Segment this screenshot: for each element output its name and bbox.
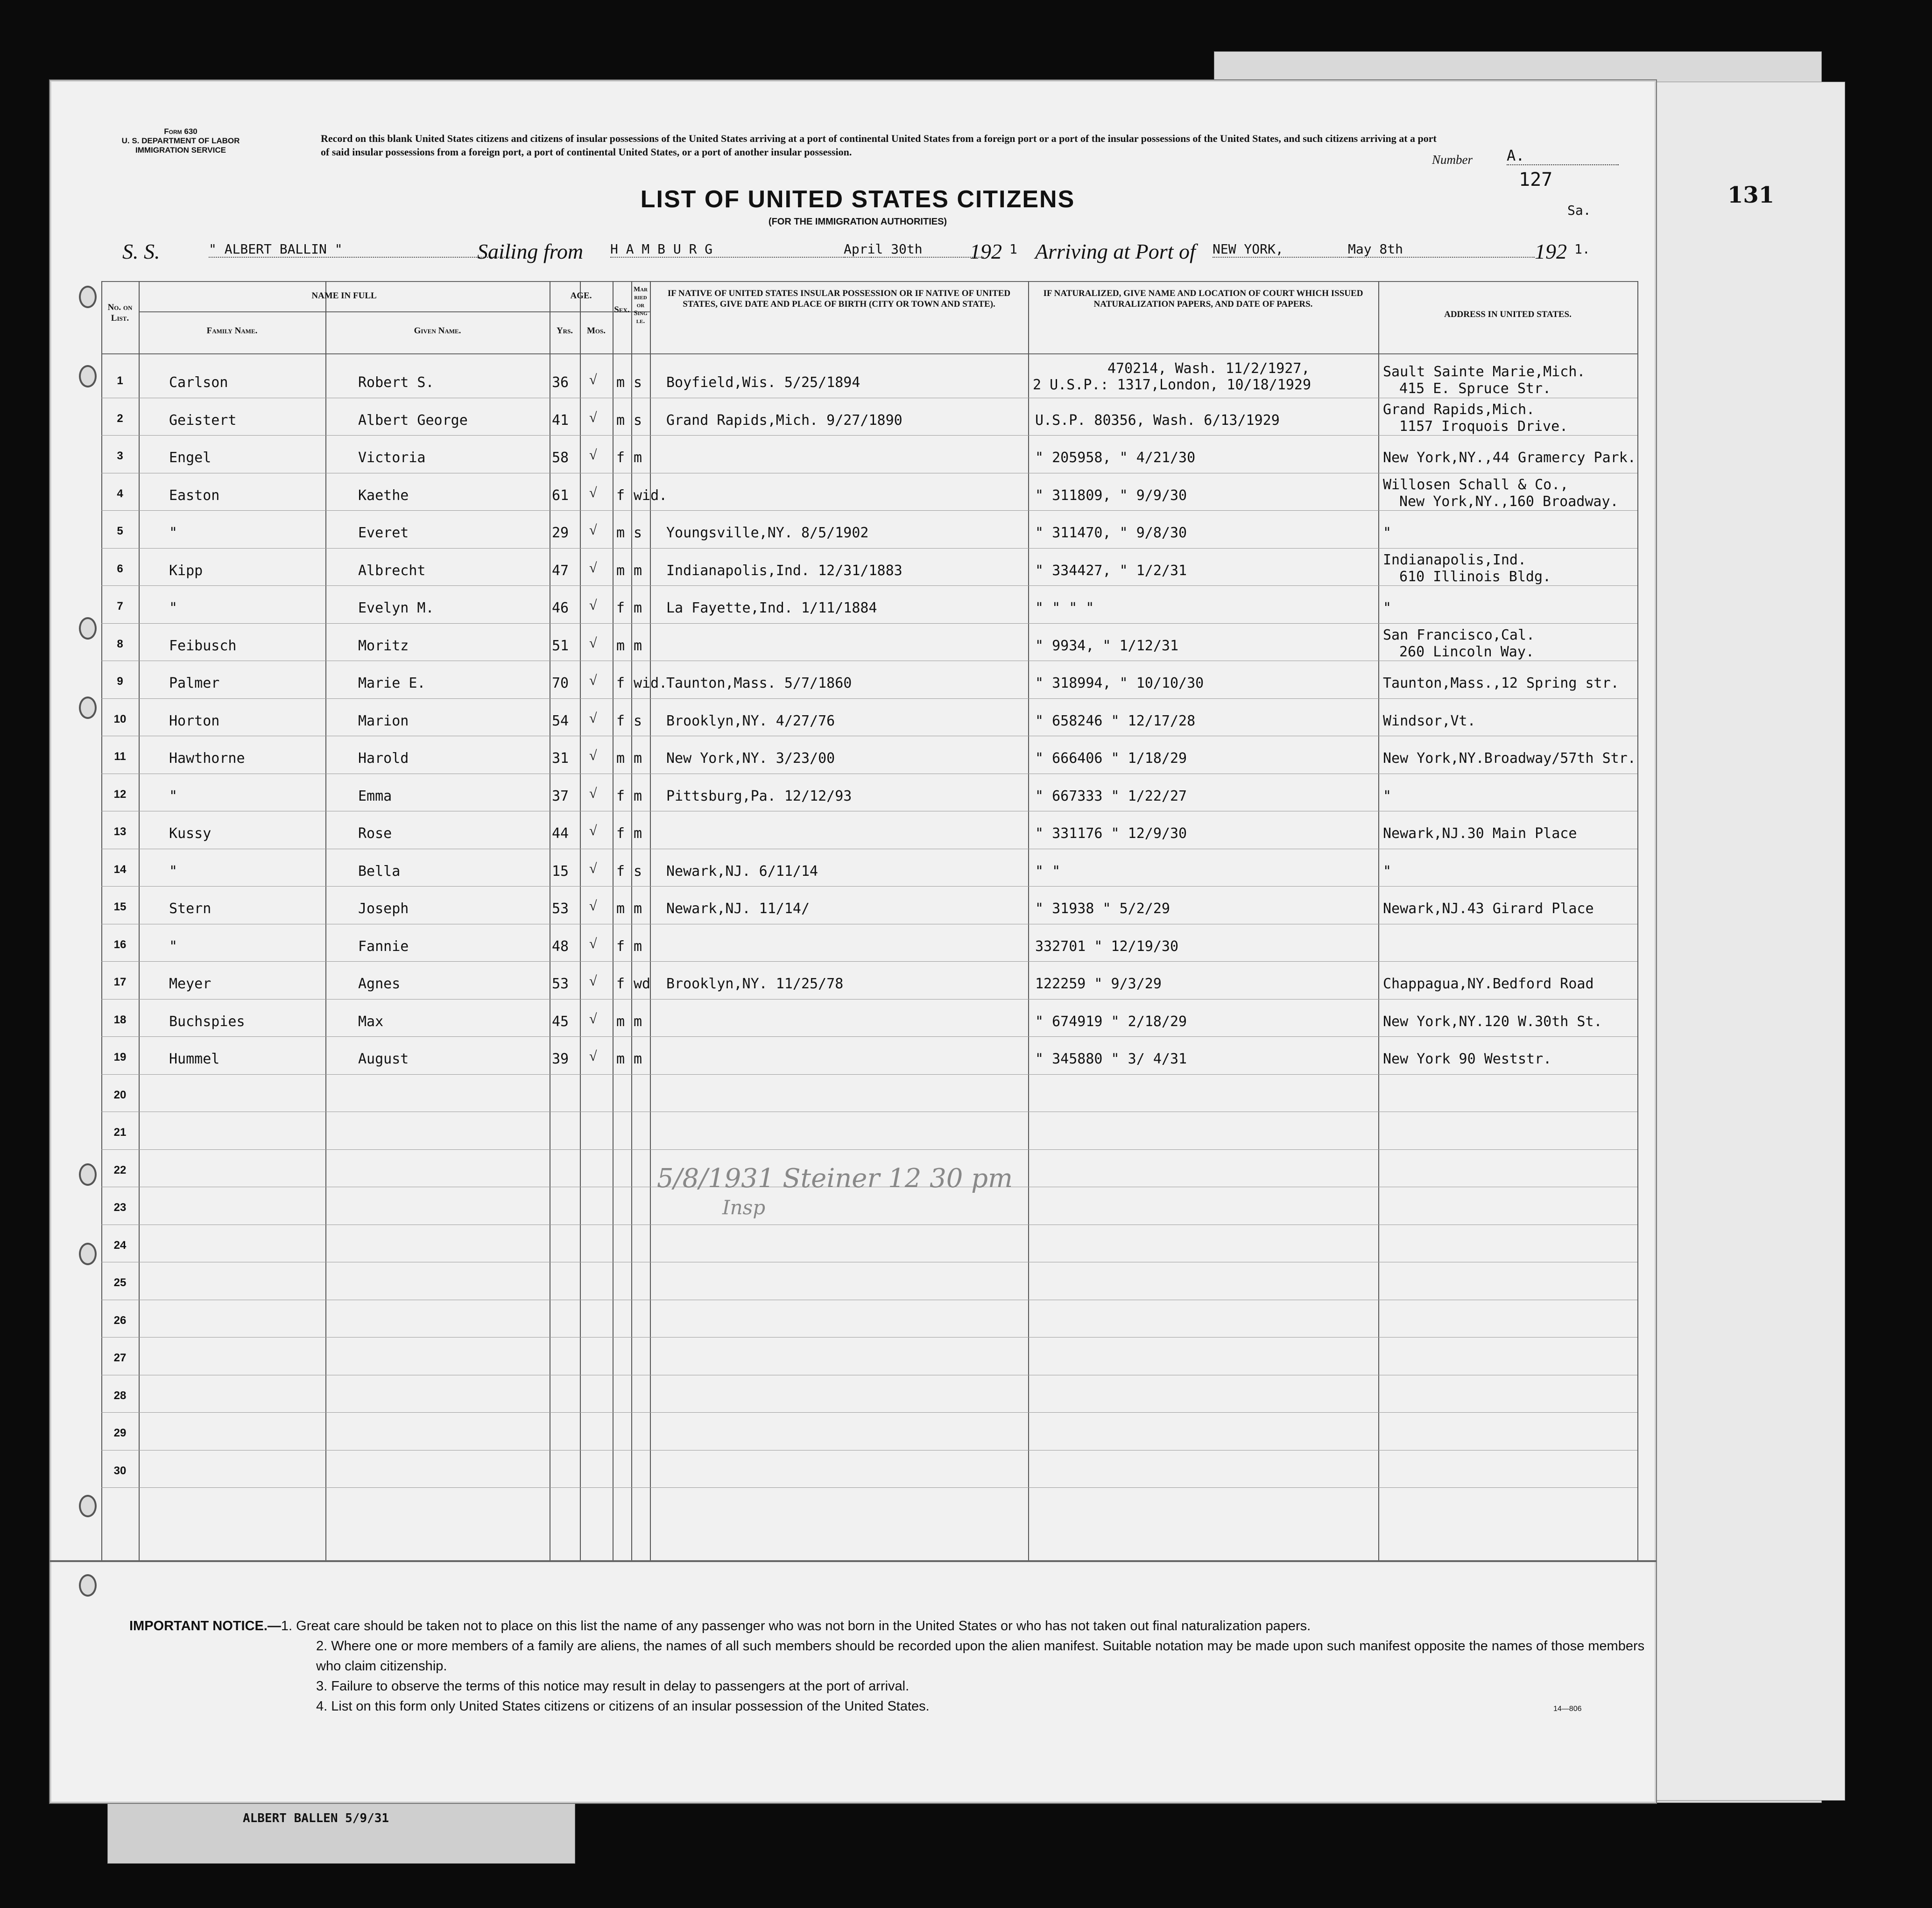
family-name: " bbox=[169, 938, 178, 955]
family-name: " bbox=[169, 863, 178, 880]
year-1: 1 bbox=[1009, 241, 1017, 257]
form-office-block bbox=[97, 127, 265, 155]
age-years: 70 bbox=[552, 675, 569, 691]
col-naturalized: IF NATURALIZED, GIVE NAME AND LOCATION OF COURT WHICH ISSUED NATURALIZATION PAPERS, AND DATE OF PAPERS. bbox=[1043, 289, 1363, 309]
marital-status: wid. bbox=[634, 487, 668, 504]
row-rule bbox=[101, 698, 1637, 699]
naturalization: " 345880 " 3/ 4/31 bbox=[1035, 1051, 1187, 1067]
year-2: 1. bbox=[1574, 241, 1590, 257]
row-number: 3 bbox=[117, 450, 123, 462]
sex: m bbox=[616, 1051, 625, 1067]
row-number: 26 bbox=[113, 1314, 127, 1327]
age-years: 51 bbox=[552, 637, 569, 654]
naturalization: " 318994, " 10/10/30 bbox=[1035, 675, 1204, 691]
sex: m bbox=[616, 901, 625, 917]
naturalization: " 674919 " 2/18/29 bbox=[1035, 1013, 1187, 1030]
family-name: Stern bbox=[169, 901, 212, 917]
age-check: √ bbox=[589, 785, 597, 801]
next-page-edge bbox=[1648, 82, 1845, 1801]
row-number: 11 bbox=[114, 750, 126, 763]
naturalization: " 205958, " 4/21/30 bbox=[1035, 450, 1196, 466]
page-number: 131 bbox=[1728, 182, 1775, 208]
marital-status: s bbox=[634, 412, 642, 429]
sex: f bbox=[616, 675, 625, 691]
marital-status: m bbox=[634, 901, 642, 917]
naturalization-line-2: 2 U.S.P.: 1317,London, 10/18/1929 bbox=[1033, 377, 1312, 393]
age-check: √ bbox=[589, 447, 597, 463]
port-from: H A M B U R G bbox=[610, 241, 872, 258]
given-name: Fannie bbox=[358, 938, 409, 955]
port-to: NEW YORK, bbox=[1213, 241, 1353, 258]
sex: f bbox=[616, 976, 625, 992]
age-check: √ bbox=[589, 372, 597, 387]
age-check: √ bbox=[589, 673, 597, 688]
sex: m bbox=[616, 525, 625, 541]
naturalization: " 334427, " 1/2/31 bbox=[1035, 562, 1187, 579]
row-number: 27 bbox=[113, 1352, 127, 1364]
given-name: Robert S. bbox=[358, 374, 434, 391]
col-yrs: Yrs. bbox=[556, 326, 573, 336]
age-years: 58 bbox=[552, 450, 569, 466]
address-line-1: Grand Rapids,Mich. bbox=[1383, 401, 1535, 418]
address-line-1: Sault Sainte Marie,Mich. bbox=[1383, 364, 1586, 380]
naturalization: " 9934, " 1/12/31 bbox=[1035, 637, 1179, 654]
naturalization: 122259 " 9/3/29 bbox=[1035, 976, 1162, 992]
address: Chappagua,NY.Bedford Road bbox=[1383, 976, 1594, 992]
birthplace-date: New York,NY. 3/23/00 bbox=[666, 750, 835, 767]
marital-status: m bbox=[634, 1013, 642, 1030]
age-years: 45 bbox=[552, 1013, 569, 1030]
age-check: √ bbox=[589, 485, 597, 500]
marital-status: m bbox=[634, 750, 642, 767]
record-instructions: Record on this blank United States citizens and citizens of insular possessions of the United States arriving at a port of continental United States from a foreign port or a port of the insular possessions of the United States, and such citizens arriving at a port of said insular possessions from a foreign port, a port of continental United States, or a port of another insular possession. bbox=[321, 133, 1437, 158]
notice-lead: IMPORTANT NOTICE.— bbox=[129, 1619, 281, 1633]
naturalization: " 658246 " 12/17/28 bbox=[1035, 712, 1196, 729]
sex: m bbox=[616, 562, 625, 579]
given-name: Everet bbox=[358, 525, 409, 541]
birthplace-date: Boyfield,Wis. 5/25/1894 bbox=[666, 374, 860, 391]
age-years: 29 bbox=[552, 525, 569, 541]
age-years: 48 bbox=[552, 938, 569, 955]
age-years: 36 bbox=[552, 374, 569, 391]
department-name: U. S. DEPARTMENT OF LABOR bbox=[121, 136, 240, 145]
row-number: 20 bbox=[113, 1088, 127, 1101]
address: Newark,NJ.43 Girard Place bbox=[1383, 901, 1594, 917]
row-rule bbox=[101, 1337, 1637, 1338]
marital-status: m bbox=[634, 938, 642, 955]
family-name: Engel bbox=[169, 450, 212, 466]
birthplace-date: Indianapolis,Ind. 12/31/1883 bbox=[666, 562, 903, 579]
binder-hole bbox=[79, 1163, 97, 1186]
binder-hole bbox=[79, 617, 97, 640]
footer-tab-label: ALBERT BALLEN 5/9/31 bbox=[243, 1811, 389, 1825]
birthplace-date: Newark,NJ. 11/14/ bbox=[666, 901, 810, 917]
date-to: May 8th bbox=[1348, 241, 1535, 258]
year-prefix-1: 192 bbox=[970, 239, 1002, 263]
row-number: 18 bbox=[113, 1013, 127, 1026]
birthplace-date: Newark,NJ. 6/11/14 bbox=[666, 863, 818, 880]
number-stamp: 127 bbox=[1519, 169, 1553, 190]
row-number: 14 bbox=[113, 863, 127, 876]
manifest-sheet bbox=[49, 79, 1657, 1804]
date-from: April 30th bbox=[844, 241, 984, 258]
family-name: Carlson bbox=[169, 374, 228, 391]
notice-item-2: 2. Where one or more members of a family are aliens, the names of all such members should be recorded upon the alien manifest. Suitable notation may be made upon such manifest opposite the names of those members who claim citizenship. bbox=[316, 1639, 1645, 1674]
service-name: IMMIGRATION SERVICE bbox=[135, 146, 226, 155]
sa-mark: Sa. bbox=[1567, 203, 1591, 218]
age-check: √ bbox=[589, 1049, 597, 1064]
col-age: AGE. bbox=[570, 291, 592, 301]
given-name: Joseph bbox=[358, 901, 409, 917]
notice-item-3: 3. Failure to observe the terms of this notice may result in delay to passengers at the port of arrival. bbox=[316, 1679, 910, 1694]
marital-status: s bbox=[634, 374, 642, 391]
family-name: Kipp bbox=[169, 562, 203, 579]
address: Windsor,Vt. bbox=[1383, 712, 1476, 729]
age-years: 15 bbox=[552, 863, 569, 880]
given-name: Albert George bbox=[358, 412, 468, 429]
row-rule bbox=[101, 1487, 1637, 1488]
age-years: 61 bbox=[552, 487, 569, 504]
col-name-in-full: NAME IN FULL bbox=[311, 291, 377, 301]
given-name: Albrecht bbox=[358, 562, 426, 579]
binder-hole bbox=[79, 1243, 97, 1265]
ship-name: " ALBERT BALLIN " bbox=[209, 241, 512, 258]
age-check: √ bbox=[589, 898, 597, 914]
address-line-1: Willosen Schall & Co., bbox=[1383, 476, 1569, 493]
inspector-stamp-line-2: Insp bbox=[722, 1196, 766, 1219]
row-rule bbox=[101, 548, 1637, 549]
row-rule bbox=[101, 1149, 1637, 1150]
age-check: √ bbox=[589, 635, 597, 651]
family-name: Hawthorne bbox=[169, 750, 245, 767]
arriving-label: Arriving at Port of bbox=[1035, 239, 1196, 263]
col-family-name: Family Name. bbox=[206, 326, 258, 336]
family-name: Buchspies bbox=[169, 1013, 245, 1030]
naturalization: " 311470, " 9/8/30 bbox=[1035, 525, 1187, 541]
marital-status: s bbox=[634, 863, 642, 880]
family-name: Hummel bbox=[169, 1051, 220, 1067]
birthplace-date: Grand Rapids,Mich. 9/27/1890 bbox=[666, 412, 903, 429]
binder-hole bbox=[79, 286, 97, 308]
address: " bbox=[1383, 600, 1392, 616]
family-name: Palmer bbox=[169, 675, 220, 691]
year-prefix-2: 192 bbox=[1535, 239, 1567, 263]
number-label: Number bbox=[1432, 153, 1473, 167]
marital-status: wid. bbox=[634, 675, 668, 691]
age-years: 54 bbox=[552, 712, 569, 729]
address: " bbox=[1383, 788, 1392, 804]
marital-status: m bbox=[634, 1051, 642, 1067]
marital-status: m bbox=[634, 450, 642, 466]
given-name: Victoria bbox=[358, 450, 426, 466]
row-number: 12 bbox=[113, 788, 127, 801]
row-number: 7 bbox=[117, 600, 123, 613]
naturalization-line-1: 470214, Wash. 11/2/1927, bbox=[1107, 360, 1310, 377]
age-check: √ bbox=[589, 860, 597, 876]
age-years: 47 bbox=[552, 562, 569, 579]
sex: m bbox=[616, 637, 625, 654]
row-rule bbox=[101, 435, 1637, 436]
marital-status: m bbox=[634, 600, 642, 616]
naturalization: " " bbox=[1035, 863, 1061, 880]
important-notice bbox=[129, 1616, 1670, 1717]
address: Taunton,Mass.,12 Spring str. bbox=[1383, 675, 1619, 691]
age-check: √ bbox=[589, 522, 597, 538]
sex: m bbox=[616, 374, 625, 391]
inspector-stamp-line-1: 5/8/1931 Steiner 12 30 pm bbox=[657, 1163, 1013, 1194]
family-name: Easton bbox=[169, 487, 220, 504]
sex: f bbox=[616, 450, 625, 466]
given-name: Agnes bbox=[358, 976, 401, 992]
row-number: 24 bbox=[113, 1239, 127, 1252]
given-name: Max bbox=[358, 1013, 384, 1030]
row-rule bbox=[101, 961, 1637, 962]
number-value: A. bbox=[1507, 147, 1619, 165]
address-line-2: New York,NY.,160 Broadway. bbox=[1399, 493, 1619, 510]
age-check: √ bbox=[589, 748, 597, 763]
age-check: √ bbox=[589, 1011, 597, 1027]
age-check: √ bbox=[589, 560, 597, 576]
row-rule bbox=[101, 1074, 1637, 1075]
family-name: " bbox=[169, 525, 178, 541]
marital-status: m bbox=[634, 825, 642, 842]
family-name: Meyer bbox=[169, 976, 212, 992]
sex: f bbox=[616, 712, 625, 729]
page-title: LIST OF UNITED STATES CITIZENS bbox=[640, 186, 1075, 213]
naturalization: " 311809, " 9/9/30 bbox=[1035, 487, 1187, 504]
col-mos: Mos. bbox=[586, 326, 606, 336]
age-years: 31 bbox=[552, 750, 569, 767]
row-number: 5 bbox=[117, 525, 123, 537]
birthplace-date: Brooklyn,NY. 4/27/76 bbox=[666, 712, 835, 729]
row-rule bbox=[101, 886, 1637, 887]
col-native: IF NATIVE OF UNITED STATES INSULAR POSSESSION OR IF NATIVE OF UNITED STATES, GIVE DATE AND PLACE OF BIRTH (CITY OR TOWN AND STATE). bbox=[667, 289, 1011, 309]
marital-status: m bbox=[634, 637, 642, 654]
manifest-table bbox=[101, 281, 1637, 1560]
family-name: Kussy bbox=[169, 825, 212, 842]
marital-status: m bbox=[634, 562, 642, 579]
address: New York,NY.Broadway/57th Str. bbox=[1383, 750, 1636, 767]
age-years: 39 bbox=[552, 1051, 569, 1067]
sex: f bbox=[616, 788, 625, 804]
binder-hole bbox=[79, 365, 97, 387]
naturalization: U.S.P. 80356, Wash. 6/13/1929 bbox=[1035, 412, 1280, 429]
binder-hole bbox=[79, 697, 97, 719]
marital-status: s bbox=[634, 525, 642, 541]
address: New York 90 Weststr. bbox=[1383, 1051, 1552, 1067]
notice-item-1: 1. Great care should be taken not to place on this list the name of any passenger who was not born in the United States or who has not taken out final naturalization papers. bbox=[281, 1619, 1311, 1633]
marital-status: s bbox=[634, 712, 642, 729]
row-number: 13 bbox=[113, 825, 127, 838]
row-number: 2 bbox=[117, 412, 123, 425]
age-check: √ bbox=[589, 710, 597, 726]
age-check: √ bbox=[589, 409, 597, 425]
address-line-2: 1157 Iroquois Drive. bbox=[1399, 418, 1568, 435]
row-number: 28 bbox=[113, 1389, 127, 1402]
row-number: 9 bbox=[117, 675, 123, 688]
age-check: √ bbox=[589, 823, 597, 838]
naturalization: " 331176 " 12/9/30 bbox=[1035, 825, 1187, 842]
row-rule bbox=[101, 1036, 1637, 1037]
address-line-2: 415 E. Spruce Str. bbox=[1399, 380, 1551, 397]
col-married: Married or Single. bbox=[633, 286, 648, 325]
family-name: Geistert bbox=[169, 412, 237, 429]
birthplace-date: Taunton,Mass. 5/7/1860 bbox=[666, 675, 852, 691]
form-code: 14—806 bbox=[1553, 1705, 1582, 1713]
birthplace-date: Youngsville,NY. 8/5/1902 bbox=[666, 525, 869, 541]
row-rule bbox=[101, 999, 1637, 1000]
marital-status: m bbox=[634, 788, 642, 804]
row-rule bbox=[101, 1412, 1637, 1413]
form-number: Form 630 bbox=[164, 127, 197, 136]
row-number: 19 bbox=[113, 1051, 127, 1063]
given-name: Evelyn M. bbox=[358, 600, 434, 616]
page-subtitle: (FOR THE IMMIGRATION AUTHORITIES) bbox=[768, 217, 947, 227]
address: " bbox=[1383, 863, 1392, 880]
given-name: August bbox=[358, 1051, 409, 1067]
binder-hole bbox=[79, 1574, 97, 1597]
family-name: Feibusch bbox=[169, 637, 237, 654]
col-address: ADDRESS IN UNITED STATES. bbox=[1444, 310, 1572, 319]
row-rule bbox=[101, 623, 1637, 624]
given-name: Marie E. bbox=[358, 675, 426, 691]
address-line-1: San Francisco,Cal. bbox=[1383, 627, 1535, 643]
row-number: 6 bbox=[117, 562, 123, 575]
col-given-name: Given Name. bbox=[414, 326, 461, 336]
bottom-tab bbox=[107, 1797, 575, 1864]
sex: m bbox=[616, 750, 625, 767]
address: " bbox=[1383, 525, 1392, 541]
naturalization: " 31938 " 5/2/29 bbox=[1035, 901, 1170, 917]
ss-label: S. S. bbox=[122, 239, 160, 263]
age-years: 53 bbox=[552, 976, 569, 992]
family-name: Horton bbox=[169, 712, 220, 729]
row-number: 17 bbox=[113, 976, 127, 988]
birthplace-date: Brooklyn,NY. 11/25/78 bbox=[666, 976, 844, 992]
sex: f bbox=[616, 487, 625, 504]
address-line-1: Indianapolis,Ind. bbox=[1383, 551, 1527, 568]
naturalization: " 667333 " 1/22/27 bbox=[1035, 788, 1187, 804]
sailing-label: Sailing from bbox=[477, 239, 584, 263]
sex: m bbox=[616, 412, 625, 429]
age-years: 53 bbox=[552, 901, 569, 917]
family-name: " bbox=[169, 788, 178, 804]
row-number: 25 bbox=[113, 1276, 127, 1289]
row-rule bbox=[101, 510, 1637, 511]
row-number: 29 bbox=[113, 1427, 127, 1439]
birthplace-date: Pittsburg,Pa. 12/12/93 bbox=[666, 788, 852, 804]
address: New York,NY.120 W.30th St. bbox=[1383, 1013, 1602, 1030]
row-rule bbox=[101, 585, 1637, 586]
age-years: 41 bbox=[552, 412, 569, 429]
sex: f bbox=[616, 600, 625, 616]
naturalization: " " " " bbox=[1035, 600, 1094, 616]
given-name: Rose bbox=[358, 825, 392, 842]
address: New York,NY.,44 Gramercy Park. bbox=[1383, 450, 1636, 466]
family-name: " bbox=[169, 600, 178, 616]
col-sex: Sex. bbox=[614, 305, 630, 315]
naturalization: 332701 " 12/19/30 bbox=[1035, 938, 1179, 955]
age-check: √ bbox=[589, 973, 597, 989]
col-no: No. on List. bbox=[107, 303, 133, 323]
row-number: 16 bbox=[113, 938, 127, 951]
row-number: 30 bbox=[113, 1464, 127, 1477]
age-check: √ bbox=[589, 936, 597, 951]
address-line-2: 260 Lincoln Way. bbox=[1399, 643, 1534, 660]
row-number: 22 bbox=[113, 1163, 127, 1176]
row-number: 15 bbox=[113, 901, 127, 913]
given-name: Kaethe bbox=[358, 487, 409, 504]
notice-item-4: 4. List on this form only United States citizens or citizens of an insular possession of the United States. bbox=[316, 1699, 930, 1714]
row-number: 10 bbox=[113, 712, 127, 725]
row-number: 23 bbox=[113, 1201, 127, 1214]
row-number: 1 bbox=[117, 374, 123, 387]
binder-hole bbox=[79, 1495, 97, 1517]
given-name: Harold bbox=[358, 750, 409, 767]
address-line-2: 610 Illinois Bldg. bbox=[1399, 568, 1551, 585]
sex: f bbox=[616, 863, 625, 880]
age-check: √ bbox=[589, 598, 597, 613]
given-name: Moritz bbox=[358, 637, 409, 654]
given-name: Emma bbox=[358, 788, 392, 804]
age-years: 44 bbox=[552, 825, 569, 842]
sex: f bbox=[616, 825, 625, 842]
sex: m bbox=[616, 1013, 625, 1030]
address: Newark,NJ.30 Main Place bbox=[1383, 825, 1577, 842]
given-name: Marion bbox=[358, 712, 409, 729]
row-number: 21 bbox=[113, 1126, 127, 1139]
age-years: 46 bbox=[552, 600, 569, 616]
marital-status: wd bbox=[634, 976, 651, 992]
birthplace-date: La Fayette,Ind. 1/11/1884 bbox=[666, 600, 877, 616]
row-number: 4 bbox=[117, 487, 123, 500]
age-years: 37 bbox=[552, 788, 569, 804]
naturalization: " 666406 " 1/18/29 bbox=[1035, 750, 1187, 767]
given-name: Bella bbox=[358, 863, 401, 880]
sex: f bbox=[616, 938, 625, 955]
row-number: 8 bbox=[117, 637, 123, 650]
